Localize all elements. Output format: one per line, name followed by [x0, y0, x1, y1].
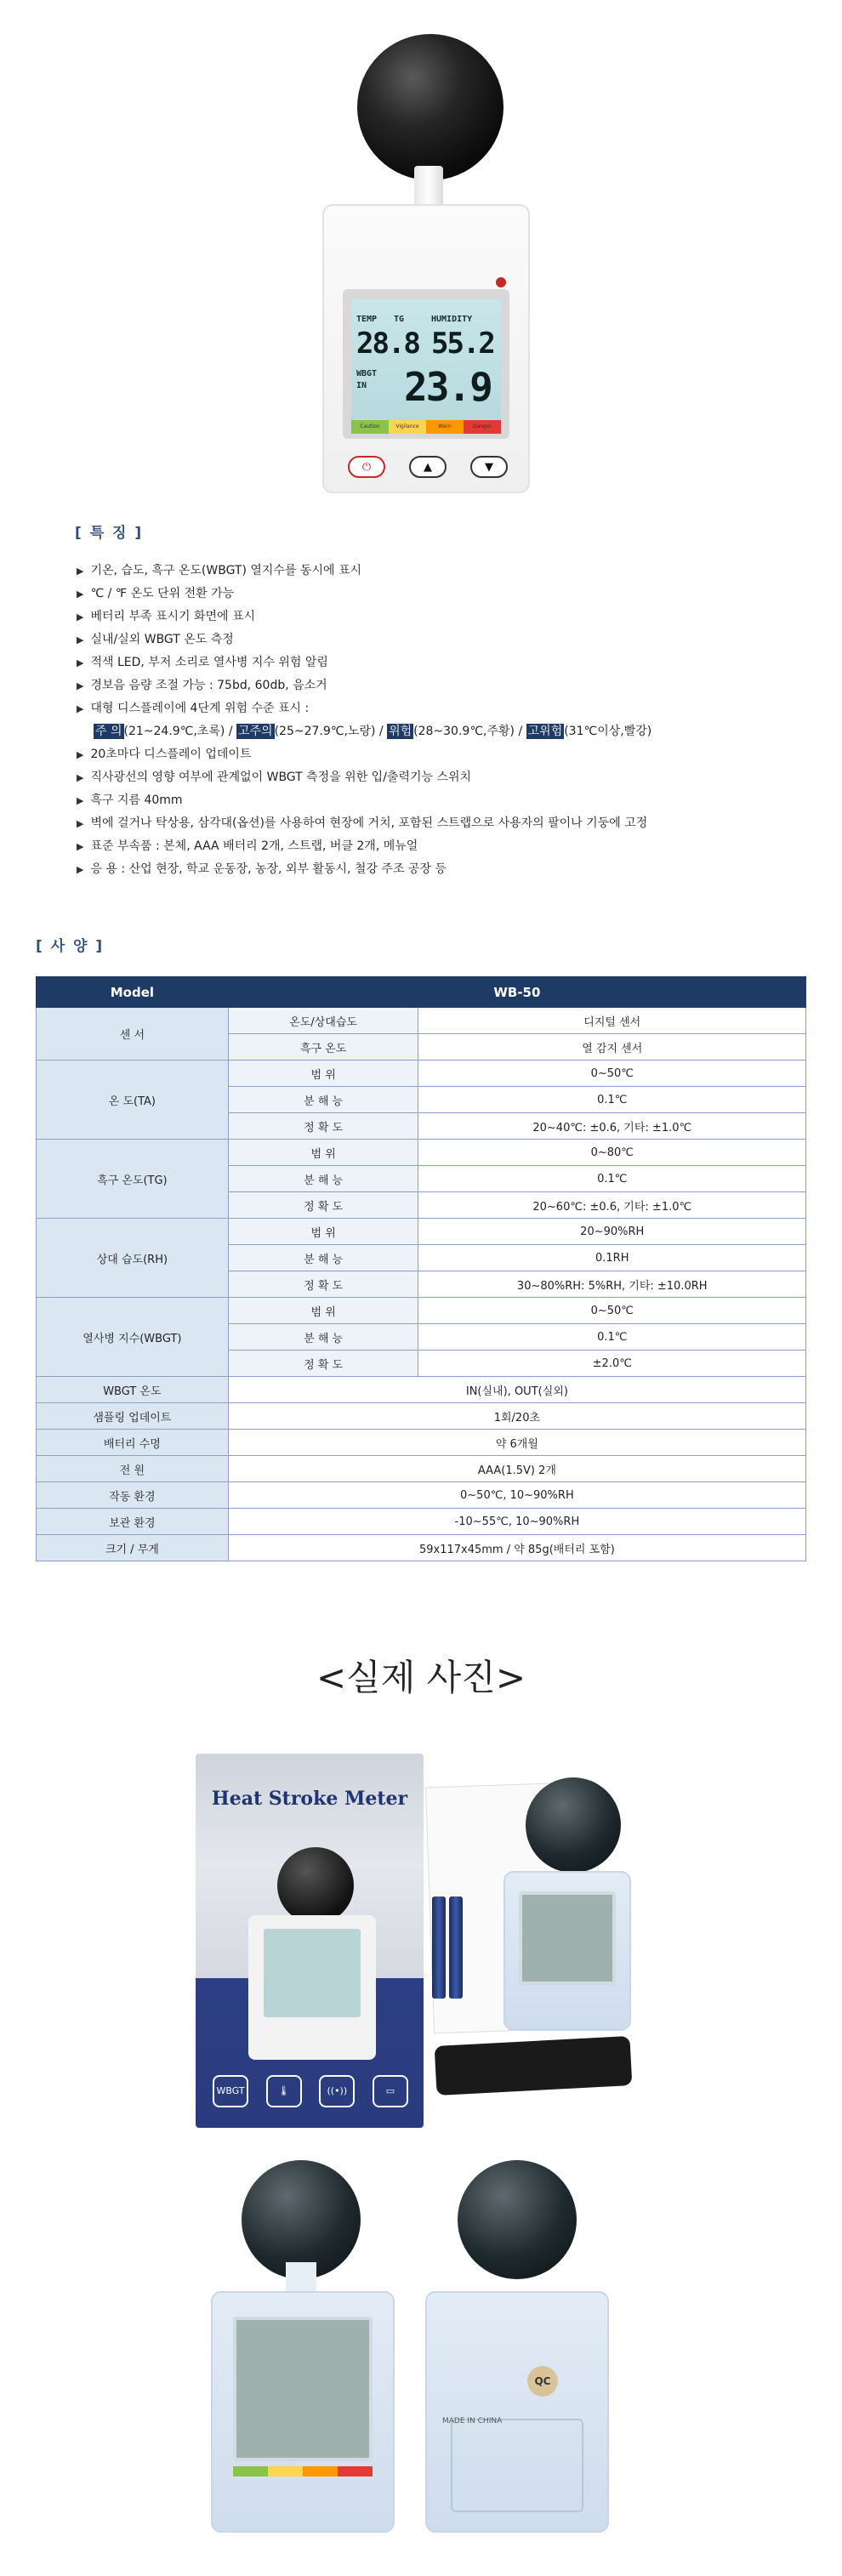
risk-level-bar — [233, 2466, 373, 2476]
lcd-screen — [519, 1891, 616, 1985]
level-name: 위험 — [389, 725, 412, 738]
row-category: 열사병 지수(WBGT) — [37, 1298, 229, 1377]
alarm-icon: ((•)) — [319, 2075, 355, 2107]
down-arrow-icon: ▼ — [470, 456, 508, 478]
row-category: 전 원 — [37, 1456, 229, 1482]
lcd-humidity-value: 55.2 — [431, 327, 494, 361]
table-row — [37, 1482, 806, 1509]
table-row — [37, 1456, 806, 1482]
header-model-name: WB-50 — [228, 977, 805, 1008]
device-buttons — [348, 456, 508, 478]
table-row — [37, 1140, 806, 1166]
row-category: 센 서 — [37, 1008, 229, 1061]
list-item: ▶ 직사광선의 영향 여부에 관계없이 WBGT 측정을 위한 입/출력기능 스위치 — [77, 766, 808, 789]
aaa-batteries — [432, 1896, 492, 2007]
row-category: 상대 습도(RH) — [37, 1219, 229, 1298]
row-value: 30~80%RH: 5%RH, 기타: ±10.0RH — [418, 1271, 806, 1298]
thermometer-icon: 🌡 — [266, 2075, 302, 2107]
row-value: 59x117x45mm / 약 85g(배터리 포함) — [228, 1535, 805, 1561]
row-category: 보관 환경 — [37, 1509, 229, 1535]
list-item: ▶ 대형 디스플레이에 4단계 위험 수준 표시 : — [77, 697, 808, 720]
table-row — [37, 1509, 806, 1535]
spec-title: [ 사 양 ] — [36, 938, 105, 955]
row-category: 온 도(TA) — [37, 1061, 229, 1140]
row-category: 흑구 온도(TG) — [37, 1140, 229, 1219]
level-range: (21~24.9℃,초록) — [123, 725, 225, 738]
list-item: ▶ 흑구 지름 40mm — [77, 789, 808, 812]
battery — [432, 1896, 446, 1999]
power-icon: ⏻ — [348, 456, 385, 478]
row-sub: 정 확 도 — [228, 1113, 418, 1140]
up-arrow-icon: ▲ — [409, 456, 447, 478]
black-globe-sensor — [526, 1777, 621, 1873]
row-value: ±2.0℃ — [418, 1351, 806, 1377]
row-value: 0.1℃ — [418, 1324, 806, 1351]
list-item: ▶ 기온, 습도, 흑구 온도(WBGT) 열지수를 동시에 표시 — [77, 560, 808, 583]
list-item: ▶ 벽에 걸거나 탁상용, 삼각대(옵션)를 사용하여 현장에 거치, 포함된 스트랩으로 사용자의 팔이나 기둥에 고정 — [77, 812, 808, 835]
row-value: 0~50℃ — [418, 1061, 806, 1087]
list-item: ▶ 응 용 : 산업 현장, 학교 운동장, 농장, 외부 활동시, 철강 주조 공장 등 — [77, 858, 808, 881]
row-category: 크기 / 무게 — [37, 1535, 229, 1561]
row-category: WBGT 온도 — [37, 1377, 229, 1403]
list-item: ▶ 표준 부속품 : 본체, AAA 배터리 2개, 스트랩, 버클 2개, 메뉴얼 — [77, 835, 808, 858]
table-row — [37, 1008, 806, 1034]
lcd-wbgt-value: 23.9 — [404, 364, 492, 410]
row-sub: 정 확 도 — [228, 1351, 418, 1377]
lcd-screen — [264, 1929, 361, 2017]
row-sub: 분 해 능 — [228, 1324, 418, 1351]
table-row — [37, 1535, 806, 1561]
row-value: 0.1℃ — [418, 1087, 806, 1113]
level-range: (25~27.9℃,노랑) — [274, 725, 376, 738]
row-sub: 분 해 능 — [228, 1087, 418, 1113]
risk-vigilance: Vigilance — [389, 420, 426, 434]
row-value: 1회/20초 — [228, 1403, 805, 1430]
black-globe-sensor — [357, 34, 503, 180]
row-value: 디지털 센서 — [418, 1008, 806, 1034]
risk-danger — [338, 2466, 373, 2476]
row-value: 0.1℃ — [418, 1166, 806, 1192]
risk-level-bar — [351, 420, 501, 434]
row-sub: 정 확 도 — [228, 1271, 418, 1298]
list-item: ▶ ℃ / ℉ 온도 단위 전환 가능 — [77, 583, 808, 606]
level-range: (28~30.9℃,주황) — [413, 725, 515, 738]
risk-warn: Warn — [426, 420, 464, 434]
red-led-indicator — [496, 277, 506, 287]
row-value: 0~50℃ — [418, 1298, 806, 1324]
risk-levels-line: 주 의 (21~24.9℃,초록) / 고주의 (25~27.9℃,노랑) / 위험 (28~30.9℃,주황) / 고위험 (31℃이상,빨강) — [95, 725, 652, 738]
device-body — [248, 1915, 376, 2060]
package-box-photo — [196, 1754, 424, 2128]
lcd-tg-label: TG — [394, 315, 405, 324]
row-value: 0~80℃ — [418, 1140, 806, 1166]
level-name: 고주의 — [238, 725, 273, 738]
row-category: 배터리 수명 — [37, 1430, 229, 1456]
row-sub: 범 위 — [228, 1298, 418, 1324]
product-hero-image — [319, 34, 532, 493]
battery — [449, 1896, 463, 1999]
level-name: 고위험 — [527, 725, 563, 738]
row-sub: 정 확 도 — [228, 1192, 418, 1219]
made-in-label: MADE IN CHINA — [442, 2417, 503, 2425]
row-sub: 분 해 능 — [228, 1245, 418, 1271]
row-sub: 분 해 능 — [228, 1166, 418, 1192]
row-sub: 온도/상대습도 — [228, 1008, 418, 1034]
features-title: [ 특 징 ] — [75, 525, 144, 542]
risk-caution: Caution — [351, 420, 389, 434]
list-item: ▶ 20초마다 디스플레이 업데이트 — [77, 743, 808, 766]
table-row — [37, 1377, 806, 1403]
black-globe-sensor — [458, 2160, 577, 2279]
device-body — [503, 1871, 631, 2031]
device-body — [322, 204, 530, 493]
qc-sticker: QC — [527, 2366, 558, 2397]
photos-title: <실제 사진> — [316, 1657, 526, 1698]
wrist-strap — [435, 2036, 633, 2095]
table-header-row — [37, 977, 806, 1008]
list-item: ▶ 베터리 부족 표시기 화면에 표시 — [77, 606, 808, 628]
level-range: (31℃이상,빨강) — [564, 725, 652, 738]
row-sub: 흑구 온도 — [228, 1034, 418, 1061]
battery-icon: ▭ — [373, 2075, 408, 2107]
list-item: ▶ 경보음 음량 조절 가능 : 75bd, 60db, 음소거 — [77, 674, 808, 697]
header-model: Model — [37, 977, 229, 1008]
lcd-wbgt-label: WBGT — [356, 369, 378, 378]
lcd-temp-label: TEMP — [356, 315, 378, 324]
table-row — [37, 1403, 806, 1430]
level-name: 주 의 — [95, 725, 122, 738]
table-row — [37, 1219, 806, 1245]
list-item: ▶ 적색 LED, 부저 소리로 열사병 지수 위험 알림 — [77, 651, 808, 674]
row-value: 약 6개월 — [228, 1430, 805, 1456]
lcd-in-label: IN — [356, 381, 367, 390]
wbgt-icon: WBGT — [213, 2075, 248, 2107]
risk-danger: Danger — [464, 420, 501, 434]
table-row — [37, 1061, 806, 1087]
row-sub: 범 위 — [228, 1061, 418, 1087]
battery-cover — [451, 2419, 583, 2512]
table-row — [37, 1298, 806, 1324]
device-back — [425, 2291, 609, 2533]
row-sub: 범 위 — [228, 1219, 418, 1245]
row-value: 열 감지 센서 — [418, 1034, 806, 1061]
spec-table — [36, 976, 806, 1561]
risk-vigilance — [268, 2466, 303, 2476]
row-category: 작동 환경 — [37, 1482, 229, 1509]
row-value: -10~55℃, 10~90%RH — [228, 1509, 805, 1535]
table-row — [37, 1430, 806, 1456]
row-value: 20~90%RH — [418, 1219, 806, 1245]
row-value: 0~50℃, 10~90%RH — [228, 1482, 805, 1509]
row-value: 20~40℃: ±0.6, 기타: ±1.0℃ — [418, 1113, 806, 1140]
row-value: 20~60℃: ±0.6, 기타: ±1.0℃ — [418, 1192, 806, 1219]
lcd-humidity-label: HUMIDITY — [431, 315, 473, 324]
row-category: 샘플링 업데이트 — [37, 1403, 229, 1430]
row-value: 0.1RH — [418, 1245, 806, 1271]
risk-caution — [233, 2466, 268, 2476]
row-sub: 범 위 — [228, 1140, 418, 1166]
lcd-temp-value: 28.8 — [356, 327, 419, 361]
black-globe-sensor — [242, 2160, 361, 2279]
lcd-screen — [351, 299, 501, 425]
row-value: AAA(1.5V) 2개 — [228, 1456, 805, 1482]
device-body — [211, 2291, 395, 2533]
row-value: IN(실내), OUT(실외) — [228, 1377, 805, 1403]
lcd-screen — [233, 2317, 373, 2461]
box-title: Heat Stroke Meter — [211, 1788, 408, 1810]
risk-warn — [303, 2466, 338, 2476]
box-icons — [213, 2075, 408, 2107]
lcd-frame — [343, 289, 509, 439]
list-item: ▶ 실내/실외 WBGT 온도 측정 — [77, 628, 808, 651]
black-globe-sensor — [277, 1847, 354, 1924]
features-list — [77, 560, 808, 881]
